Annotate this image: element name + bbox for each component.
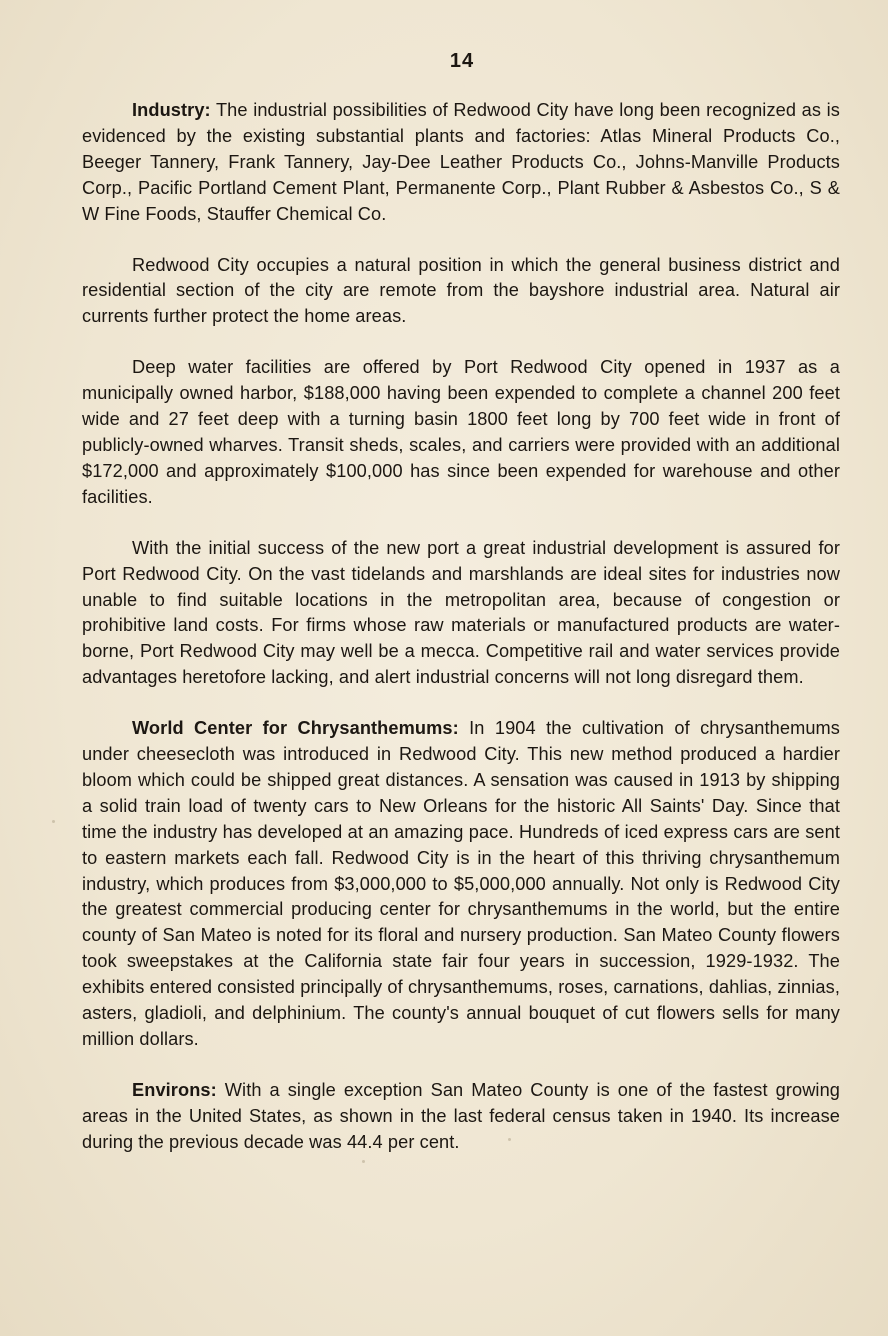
paper-speck	[52, 820, 55, 823]
paragraph-text: Deep water facilities are offered by Port Redwood City opened in 1937 as a municipally owned harbor, $188,000 having been expended to complete a channel 200 feet wide and 27 feet deep with a turning basin 1800 feet long by 700 feet wide in front of publicly-owned wharves. Transit sheds, scales, and carriers were provided with an additional $172,000 and approximately $100,000 has since been expended for warehouse and other facilities.	[82, 357, 840, 507]
paragraph-text: With a single exception San Mateo County is one of the fastest growing areas in the United States, as shown in the last federal census taken in 1940. Its increase during the previous decade was 44.4 per cent.	[82, 1079, 840, 1152]
paragraph-chrysanthemums	[82, 716, 840, 1053]
paragraph-industry	[82, 98, 840, 228]
paragraph-deep-water	[82, 355, 840, 510]
paragraph-heading-industry: Industry:	[132, 100, 211, 120]
paragraph-text: The industrial possibilities of Redwood City have long been recognized as is evidenced by the existing substantial plants and factories: Atlas Mineral Products Co., Beeger Tannery, Frank Tannery, Jay-Dee Leather Products Co., Johns-Manville Products Corp., Pacific Portland Cement Plant, Permanente Corp., Plant Rubber & Asbestos Co., S & W Fine Foods, Stauffer Chemical Co.	[82, 100, 840, 224]
paragraph-heading-environs: Environs:	[132, 1079, 217, 1100]
page-number: 14	[449, 50, 475, 72]
paper-speck	[508, 1138, 511, 1141]
paragraph-heading-chrysanthemums: World Center for Chrysanthemums:	[132, 718, 459, 739]
body-text	[82, 98, 840, 1181]
paragraph-environs	[82, 1078, 840, 1156]
paragraph-natural-position	[82, 253, 840, 331]
paper-speck	[362, 1160, 365, 1163]
paragraph-text: Redwood City occupies a natural position in which the general business district and residential section of the city are remote from the bayshore industrial area. Natural air currents further protect the home areas.	[82, 254, 840, 327]
paragraph-text: With the initial success of the new port a great industrial development is assured for Port Redwood City. On the vast tidelands and marshlands are ideal sites for industries now unable to find suitable locations in the metropolitan area, because of congestion or prohibitive land costs. For firms whose raw materials or manufactured products are water-borne, Port Redwood City may well be a mecca. Competitive rail and water services provide advantages heretofore lacking, and alert industrial concerns will not long disregard them.	[82, 537, 840, 688]
paragraph-port-development	[82, 536, 840, 691]
paragraph-text: In 1904 the cultivation of chrysanthemums under cheesecloth was introduced in Redwood City. This new method produced a hardier bloom which could be shipped great distances. A sensation was caused in 1913 by shipping a solid train load of twenty cars to New Orleans for the historic All Saints' Day. Since that time the industry has developed at an amazing pace. Hundreds of iced express cars are sent to eastern markets each fall. Redwood City is in the heart of this thriving chrysanthemum industry, which produces from $3,000,000 to $5,000,000 annually. Not only is Redwood City the greatest commercial producing center for chrysanthemums in the world, but the entire county of San Mateo is noted for its floral and nursery production. San Mateo County flowers took sweepstakes at the California state fair four years in succession, 1929-1932. The exhibits entered consisted principally of chrysanthemums, roses, carnations, dahlias, zinnias, asters, gladioli, and delphinium. The county's annual bouquet of cut flowers sells for many million dollars.	[82, 718, 840, 1049]
